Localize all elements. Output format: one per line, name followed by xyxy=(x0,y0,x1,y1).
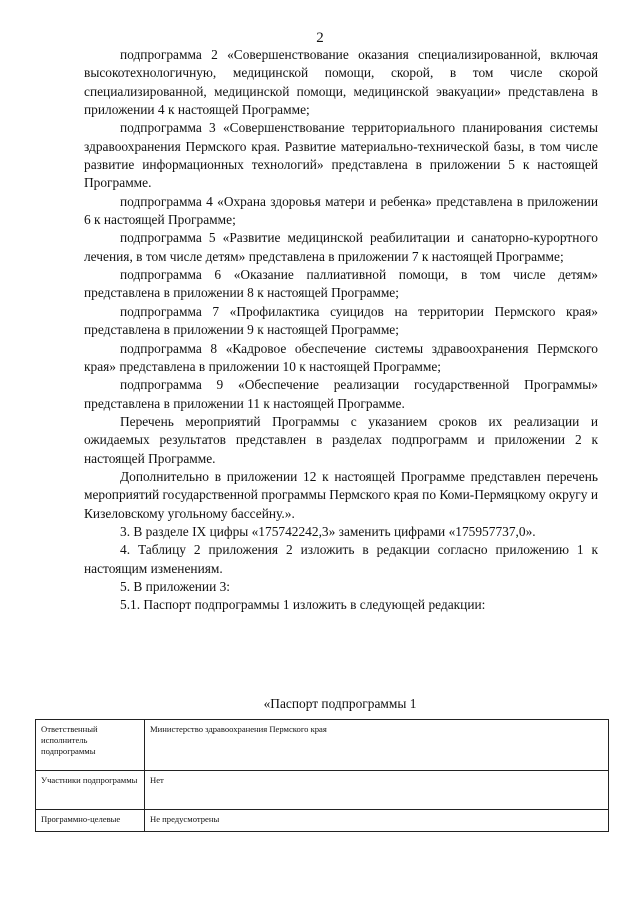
document-body xyxy=(84,46,598,615)
paragraph-subprogram-2: подпрограмма 2 «Совершенствование оказания специализированной, включая высокотехнологичную, медицинской помощи, скорой, в том числе скорой специализированной, медицинской помощи, медицинской эвакуации» представлена в приложении 4 к настоящей Программе; xyxy=(84,47,598,118)
table-row-label: Программно-целевые xyxy=(36,810,145,832)
table-row xyxy=(36,720,609,771)
table-row-value: Не предусмотрены xyxy=(145,810,609,832)
paragraph-subprogram-3: подпрограмма 3 «Совершенствование территориального планирования системы здравоохранения Пермского края. Развитие материально-технической базы, в том числе развитие информационных технологий» представлена в приложении 5 к настоящей Программе. xyxy=(84,120,598,191)
paragraph-item-4: 4. Таблицу 2 приложения 2 изложить в редакции согласно приложению 1 к настоящим изменениям. xyxy=(84,542,598,576)
table-caption: «Паспорт подпрограммы 1 xyxy=(263,696,417,711)
passport-table xyxy=(35,719,609,832)
paragraph-subprogram-6: подпрограмма 6 «Оказание паллиативной помощи, в том числе детям» представлена в приложении 8 к настоящей Программе; xyxy=(84,267,598,301)
paragraph-subprogram-7: подпрограмма 7 «Профилактика суицидов на территории Пермского края» представлена в приложении 9 к настоящей Программе; xyxy=(84,303,598,338)
paragraph-subprogram-8: подпрограмма 8 «Кадровое обеспечение системы здравоохранения Пермского края» представлена в приложении 10 к настоящей Программе; xyxy=(84,340,598,374)
paragraph-subprogram-9: подпрограмма 9 «Обеспечение реализации государственной Программы» представлена в приложении 11 к настоящей Программе. xyxy=(84,377,598,411)
paragraph-item-3: 3. В разделе IX цифры «175742242,3» заменить цифрами «175957737,0». xyxy=(120,523,536,539)
table-row-label: Ответственный исполнитель подпрограммы xyxy=(36,720,145,771)
paragraph-subprogram-4: подпрограмма 4 «Охрана здоровья матери и ребенка» представлена в приложении 6 к настоящей Программе; xyxy=(84,193,598,228)
table-row-value: Министерство здравоохранения Пермского края xyxy=(145,720,609,771)
table-row-value: Нет xyxy=(145,771,609,810)
paragraph-appendix-12: Дополнительно в приложении 12 к настоящей Программе представлен перечень мероприятий государственной программы Пермского края по Коми-Пермяцкому округу и Кизеловскому угольному бассейну.». xyxy=(84,468,598,521)
paragraph-activities-list: Перечень мероприятий Программы с указанием сроков их реализации и ожидаемых результатов представлен в разделах подпрограмм и приложении 2 к настоящей Программе. xyxy=(84,413,598,466)
paragraph-item-5: 5. В приложении 3: xyxy=(120,578,231,594)
table-row-label: Участники подпрограммы xyxy=(36,771,145,810)
page-number: 2 xyxy=(316,30,324,46)
table-row xyxy=(36,810,609,832)
paragraph-subprogram-5: подпрограмма 5 «Развитие медицинской реабилитации и санаторно-курортного лечения, в том числе детям» представлена в приложении 7 к настоящей Программе; xyxy=(84,230,598,264)
paragraph-item-5-1: 5.1. Паспорт подпрограммы 1 изложить в следующей редакции: xyxy=(120,597,486,613)
table-row xyxy=(36,771,609,810)
